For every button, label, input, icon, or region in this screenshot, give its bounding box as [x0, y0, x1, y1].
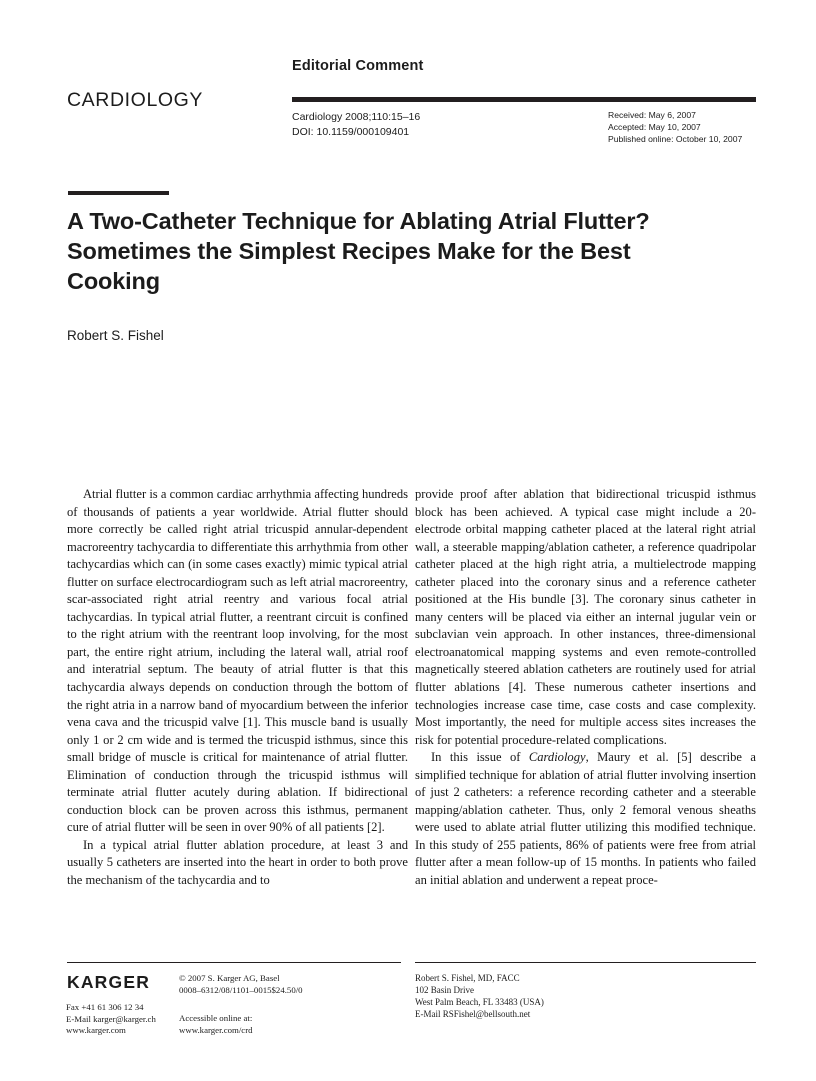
masthead-divider: [292, 97, 756, 102]
paragraph: Atrial flutter is a common cardiac arrhythmia affecting hundreds of thousands of patients a year worldwide. Atrial flutter should more correctly be called right atrial tricuspid annular-dependent macroreentry tachycardia to differentiate this arrhythmia from other tachycardias which can (in some cases exactly) mimic typical atrial flutter on surface electrocardiogram such as left atrial macroreentry, scar-associated right atrial reentry and various focal atrial tachycardias. In typical atrial flutter, a reentrant circuit is confined to the right atrium with the reentrant loop involving, for the most part, the entire right atrium, including the lateral wall, atrial roof and interatrial septum. The beauty of atrial flutter is that this tachycardia always depends on conduction through the bottom of the right atria in a narrow band of myocardium between the inferior vena cava and the tricuspid valve [1]. This muscle band is usually only 1 or 2 cm wide and is termed the tricuspid isthmus, since this small bridge of muscle is critical for maintenance of atrial flutter. Elimination of conduction through the tricuspid isthmus will terminate atrial flutter acutely during ablation. If bidirectional conduction block can be proven across this isthmus, permanent cure of atrial flutter will be seen in over 90% of all patients [2].: [67, 487, 408, 835]
paragraph-text-pre: In this issue of: [431, 750, 529, 765]
journal-name-italic: Cardiology: [528, 750, 586, 765]
section-label: Editorial Comment: [292, 58, 424, 74]
copyright-block: [179, 973, 303, 997]
publication-dates: [608, 110, 742, 145]
online-access-block: [179, 1013, 253, 1037]
publisher-logo: KARGER: [67, 972, 151, 992]
body-column-right: [415, 486, 756, 890]
paragraph-text-post: , Maury et al. [5] describe a simplified technique for ablation of atrial flutter involving insertion of just 2 catheters: a reference recording catheter and a steerable mapping/ablation catheter. Thus, only 2 femoral venous sheaths were used to ablate atrial flutter utilizing this modified technique. In this study of 255 patients, 86% of patients were free from atrial flutter after a mean follow-up of 15 months. In patients who failed an initial ablation and underwent a repeat proce-: [415, 750, 756, 888]
published-online-date: Published online: October 10, 2007: [608, 133, 743, 144]
paragraph: provide proof after ablation that bidirectional tricuspid isthmus block has been achieved. A typical case might include a 20-electrode orbital mapping catheter placed at the lateral right atrial wall, a steerable mapping/ablation catheter, a reference quadripolar catheter placed at the high right atria, a multielectrode mapping catheter placed into the coronary sinus and a reference catheter positioned at the His bundle [3]. The coronary sinus catheter in many centers will be placed via either an internal jugular vein or subclavian vein approach. In other instances, three-dimensional electroanatomical mapping systems and even remote-controlled magnetically steered ablation catheters are routinely used for atrial flutter ablations [4]. These numerous catheter insertions and technologies increase case time, case costs and case complexity. Most importantly, the need for multiple access sites increases the risk for potential procedure-related complications.: [415, 487, 756, 747]
page-footer: [0, 962, 816, 1081]
publisher-website[interactable]: www.karger.com: [66, 1025, 126, 1036]
doi-line: DOI: 10.1159/000109401: [292, 125, 410, 138]
corresponding-author-name: Robert S. Fishel, MD, FACC: [415, 973, 520, 983]
received-date: Received: May 6, 2007: [608, 110, 696, 120]
title-divider: [68, 191, 169, 195]
masthead: [0, 0, 816, 175]
accessible-online-label: Accessible online at:: [179, 1013, 253, 1023]
publisher-contact: [66, 1002, 156, 1037]
corresponding-author-city: West Palm Beach, FL 33483 (USA): [415, 996, 544, 1007]
corresponding-author-block: [415, 973, 544, 1021]
corresponding-author-street: 102 Basin Drive: [415, 984, 474, 995]
publisher-fax: Fax +41 61 306 12 34: [66, 1002, 144, 1012]
publisher-email[interactable]: E-Mail karger@karger.ch: [66, 1013, 156, 1024]
footer-divider-left: [67, 962, 401, 963]
accessible-online-url[interactable]: www.karger.com/crd: [179, 1024, 253, 1035]
body-column-left: [67, 486, 408, 890]
paragraph-with-italic-journal: [415, 749, 756, 889]
citation-block: [292, 110, 420, 139]
journal-logo: CARDIOLOGY: [67, 89, 204, 111]
page-title: A Two-Catheter Technique for Ablating Atrial Flutter? Sometimes the Simplest Recipes Make for the Best Cooking: [67, 208, 650, 294]
citation-line: Cardiology 2008;110:15–16: [292, 111, 421, 123]
paragraph: In a typical atrial flutter ablation procedure, at least 3 and usually 5 catheters are inserted into the heart in order to both prove the mechanism of the tachycardia and to: [67, 837, 408, 888]
footer-divider-right: [415, 962, 756, 963]
copyright-line: © 2007 S. Karger AG, Basel: [179, 973, 280, 983]
accepted-date: Accepted: May 10, 2007: [608, 121, 701, 132]
corresponding-author-email[interactable]: E-Mail RSFishel@bellsouth.net: [415, 1008, 531, 1019]
article-author: Robert S. Fishel: [67, 328, 164, 343]
issn-line: 0008–6312/08/1101–0015$24.50/0: [179, 984, 303, 995]
